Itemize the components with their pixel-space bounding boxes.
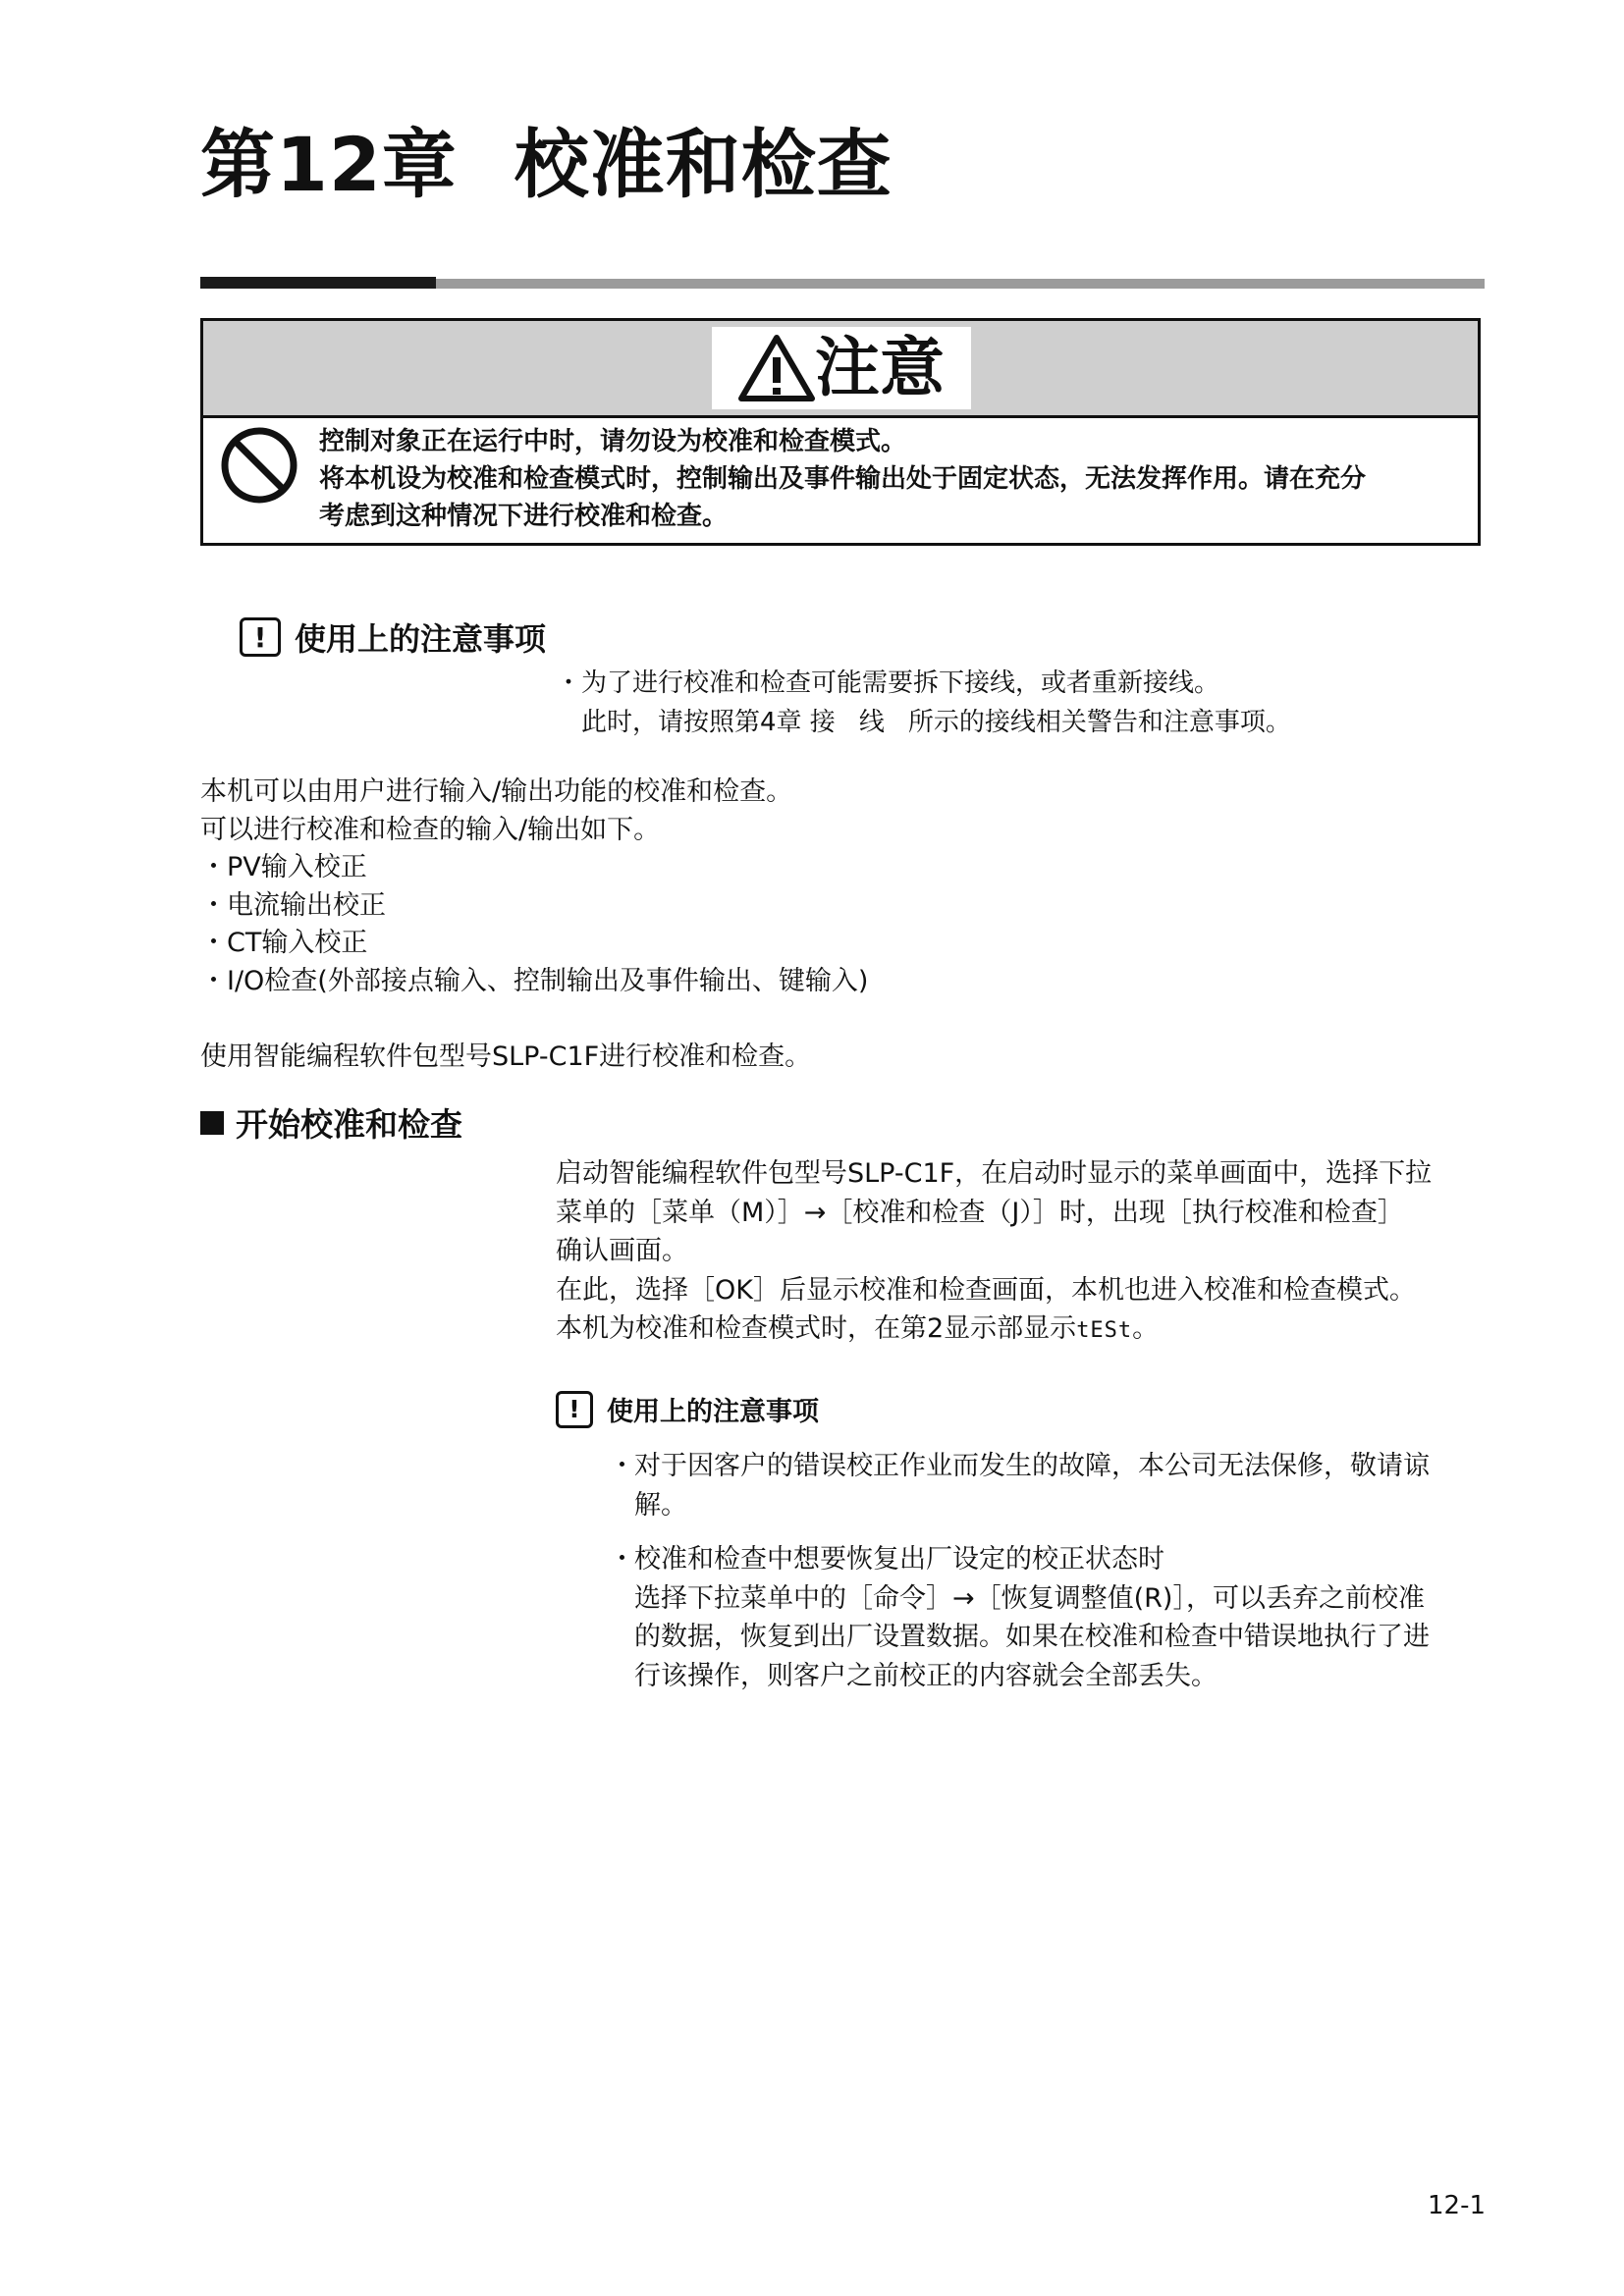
text-line: 在此，选择［OK］后显示校准和检查画面，本机也进入校准和检查模式。 [556, 1274, 1416, 1306]
warning-triangle-icon [738, 334, 815, 402]
text-line: 本机可以由用户进行输入/输出功能的校准和检查。 [200, 776, 793, 807]
notice-heading-text: 使用上的注意事项 [607, 1397, 819, 1427]
intro-paragraph [200, 774, 868, 1077]
caution-text [319, 423, 1458, 535]
segment-display-code: tESt [1076, 1318, 1133, 1343]
text-line: 本机为校准和检查模式时，在第2显示部显示tESt。 [556, 1313, 1160, 1344]
text-line: 菜单的［菜单（M）］→［校准和检查（J）］时，出现［执行校准和检查］ [556, 1197, 1404, 1228]
notice-heading [240, 614, 546, 660]
section-heading [200, 1099, 462, 1146]
exclamation-icon: ! [240, 617, 281, 657]
chapter-title [200, 116, 893, 214]
text-line: 可以进行校准和检查的输入/输出如下。 [200, 814, 661, 845]
text-line: 确认画面。 [556, 1236, 688, 1266]
title-rule-gray [436, 279, 1485, 289]
prohibition-icon [219, 425, 299, 506]
caution-box [200, 318, 1481, 546]
caution-line: 控制对象正在运行中时，请勿设为校准和检查模式。 [319, 427, 907, 456]
bullet: ・ [609, 1451, 635, 1481]
list-item: ・PV输入校正 [200, 852, 367, 883]
section-title: 开始校准和检查 [236, 1105, 462, 1144]
caution-line: 将本机设为校准和检查模式时，控制输出及事件输出处于固定状态，无法发挥作用。请在充分 [319, 464, 1367, 494]
notice-list [609, 1447, 1430, 1711]
title-rule-dark [200, 277, 436, 289]
chapter-name: 校准和检查 [514, 121, 893, 208]
start-procedure [556, 1154, 1483, 1351]
notice-list [556, 664, 1291, 742]
list-item: ・校准和检查中想要恢复出厂设定的校正状态时 选择下拉菜单中的［命令］→［恢复调整值(R)］，可以丢弃之前校准 的数据，恢复到出厂设置数据。如果在校准和检查中错误地执行了进 行该操作，则客户之前校正的内容就会全部丢失。 [609, 1540, 1430, 1695]
caution-header [203, 321, 1478, 418]
caution-line: 考虑到这种情况下进行校准和检查。 [319, 502, 729, 531]
notice-heading-text: 使用上的注意事项 [295, 620, 547, 658]
bullet: ・ [556, 668, 582, 698]
list-item: ・CT输入校正 [200, 928, 368, 959]
list-item: ・电流输出校正 [200, 889, 386, 921]
software-line: 使用智能编程软件包型号SLP-C1F进行校准和检查。 [200, 1041, 812, 1073]
chapter-number: 第12章 [200, 121, 458, 208]
notice-heading [556, 1390, 819, 1428]
list-item: ・为了进行校准和检查可能需要拆下接线，或者重新接线。 [556, 664, 1291, 703]
list-item-continuation: 此时，请按照第4章 接 线 所示的接线相关警告和注意事项。 [581, 708, 1291, 737]
exclamation-icon: ! [556, 1391, 593, 1428]
square-bullet-icon [200, 1111, 224, 1135]
bullet: ・ [609, 1544, 635, 1575]
list-item: ・I/O检查(外部接点输入、控制输出及事件输出、键输入) [200, 965, 869, 996]
text-line: 启动智能编程软件包型号SLP-C1F，在启动时显示的菜单画面中，选择下拉 [556, 1158, 1433, 1189]
page-number: 12-1 [1428, 2191, 1487, 2220]
list-item: ・对于因客户的错误校正作业而发生的故障，本公司无法保修，敬请谅 解。 [609, 1447, 1430, 1524]
caution-label-text: 注意 [815, 330, 945, 405]
caution-label [712, 327, 971, 409]
